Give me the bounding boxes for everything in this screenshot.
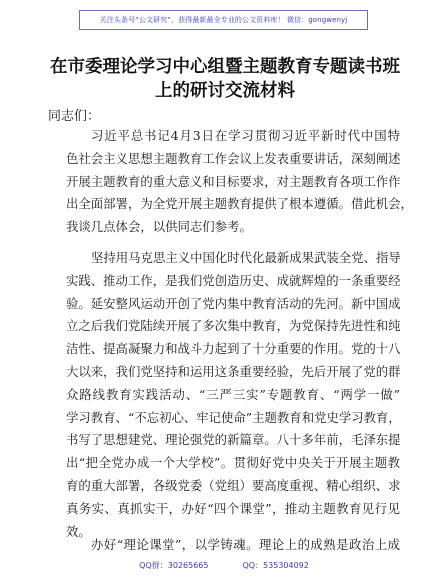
text-line: 立之后我们党陆续开展了多次集中教育，为党保持先进性和纯 — [66, 318, 401, 334]
text-line: 学习教育、“不忘初心、牢记使命”主题教育和党史学习教育， — [66, 409, 401, 425]
text-line: 效。 — [66, 523, 91, 539]
text-line: 育的重大部署，各级党委（党组）要高度重视、精心组织、求 — [66, 477, 401, 493]
text-line: 实践、推动工作，是我们党创造历史、成就辉煌的一条重要经 — [66, 272, 401, 288]
footer-qq-group: QQ群：30265665 — [139, 561, 209, 570]
paragraph-2 — [66, 247, 400, 543]
document-title-line1: 在市委理论学习中心组暨主题教育专题读书班 — [50, 57, 400, 77]
paragraph-1 — [66, 125, 413, 239]
text-line: 习近平总书记4月3日在学习贯彻习近平新时代中国特 — [91, 128, 400, 143]
text-line: 出全面部署，为全党开展主题教育提供了根本遵循。借此机会， — [66, 196, 413, 212]
text-line: 大以来，我们党坚持和运用这条重要经验，先后开展了党的群 — [66, 363, 401, 379]
text-line: 洁性、提高凝聚力和战斗力起到了十分重要的作用。党的十八 — [66, 341, 401, 357]
text-line: 验。延安整风运动开创了党内集中教育活动的先河。新中国成 — [66, 295, 401, 311]
text-line: 众路线教育实践活动、“三严三实”专题教育、“两学一做” — [66, 386, 400, 402]
promo-banner-text: 关注头条号“公文研究”，获得最新最全专业的公文资料库！ 微信：gongwenyj — [99, 16, 348, 24]
text-line: 坚持用马克思主义中国化时代化最新成果武装全党、指导 — [91, 250, 401, 265]
promo-banner — [79, 10, 368, 30]
text-line: 出“把全党办成一个大学校”。贯彻好党中央关于开展主题教 — [66, 455, 400, 471]
text-line: 我谈几点体会，以供同志们参考。 — [66, 219, 252, 235]
text-line: 书写了思想建党、理论强党的新篇章。八十多年前，毛泽东提 — [66, 432, 401, 448]
footer-qq: QQ：535304092 — [242, 561, 309, 570]
text-line: 真务实、真抓实干，办好“四个课堂”，推动主题教育见行见 — [66, 500, 400, 516]
text-line: 色社会主义思想主题教育工作会议上发表重要讲话，深刻阐述 — [66, 150, 401, 166]
paragraph-3 — [66, 534, 400, 557]
text-line: 开展主题教育的重大意义和目标要求，对主题教育各项工作作 — [66, 173, 401, 189]
greeting: 同志们： — [48, 109, 101, 124]
page-footer — [0, 560, 448, 571]
text-line: 办好“理论课堂”，以学铸魂。理论上的成熟是政治上成 — [91, 537, 400, 552]
document-title-line2: 上的研讨交流材料 — [155, 81, 295, 101]
